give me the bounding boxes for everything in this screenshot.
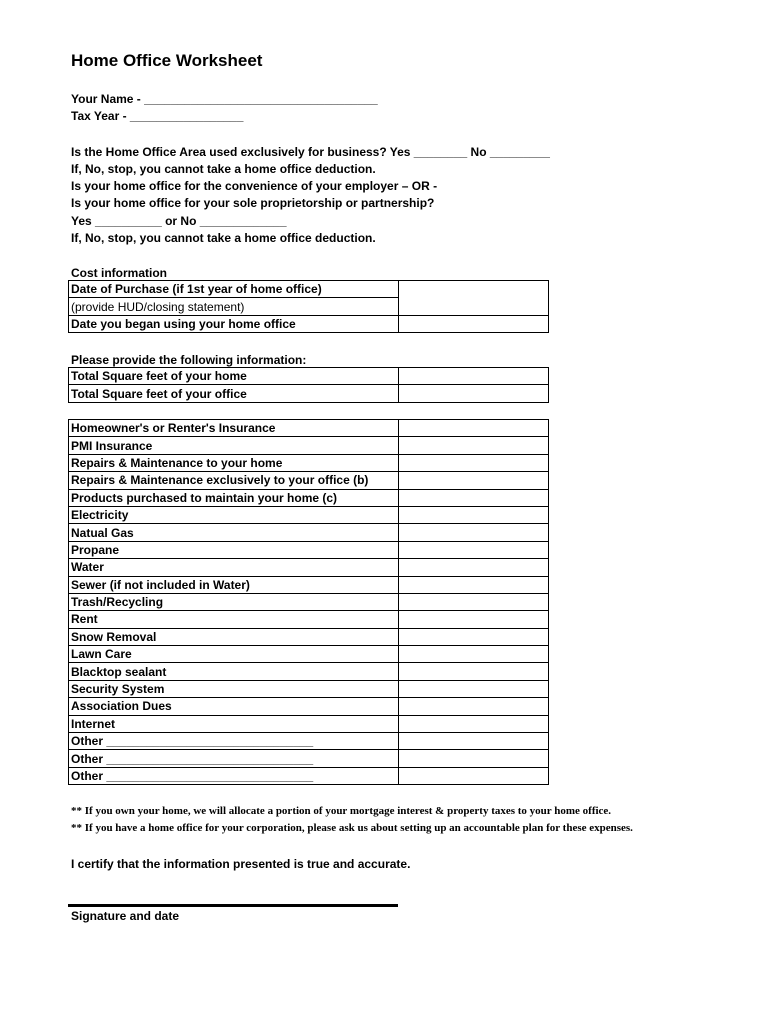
- your-name-line: Your Name - ___________________________________: [71, 92, 378, 106]
- question-exclusive-use: Is the Home Office Area used exclusively for business? Yes ________ No _________: [71, 145, 550, 159]
- question-stop-note-2: If, No, stop, you cannot take a home office deduction.: [71, 231, 376, 245]
- square-feet-table: [68, 367, 549, 403]
- table-row: [69, 611, 549, 628]
- table-row: [69, 733, 549, 750]
- expense-label: Security System: [69, 680, 399, 697]
- expense-amount-field[interactable]: [399, 524, 549, 541]
- expense-amount-field[interactable]: [399, 506, 549, 523]
- expense-amount-field[interactable]: [399, 437, 549, 454]
- expense-amount-field[interactable]: [399, 489, 549, 506]
- expense-label: Products purchased to maintain your home (c): [69, 489, 399, 506]
- expense-amount-field[interactable]: [399, 472, 549, 489]
- table-row: [69, 576, 549, 593]
- table-row: [69, 524, 549, 541]
- expense-amount-field[interactable]: [399, 593, 549, 610]
- expense-amount-field[interactable]: [399, 559, 549, 576]
- cost-information-table: [68, 280, 549, 333]
- question-employer-convenience: Is your home office for the convenience of your employer – OR -: [71, 179, 438, 193]
- table-row: [69, 680, 549, 697]
- table-row: [69, 559, 549, 576]
- date-of-purchase-label: Date of Purchase (if 1st year of home office): [69, 281, 399, 298]
- expense-label: Trash/Recycling: [69, 593, 399, 610]
- cost-information-heading: Cost information: [71, 266, 167, 280]
- question-sole-proprietorship: Is your home office for your sole proprietorship or partnership?: [71, 196, 435, 210]
- expense-label: Propane: [69, 541, 399, 558]
- expenses-table: [68, 419, 549, 785]
- expense-label: Other _______________________________: [69, 767, 399, 784]
- expense-label: Homeowner's or Renter's Insurance: [69, 420, 399, 437]
- expense-amount-field[interactable]: [399, 750, 549, 767]
- date-began-using-field[interactable]: [399, 315, 549, 332]
- table-row: [69, 628, 549, 645]
- expense-label: Lawn Care: [69, 646, 399, 663]
- question-stop-note-1: If, No, stop, you cannot take a home office deduction.: [71, 162, 376, 176]
- table-row: [69, 454, 549, 471]
- hud-statement-note: (provide HUD/closing statement): [69, 298, 399, 315]
- expense-label: Internet: [69, 715, 399, 732]
- expense-label: Electricity: [69, 506, 399, 523]
- table-row: [69, 663, 549, 680]
- expense-amount-field[interactable]: [399, 698, 549, 715]
- expense-amount-field[interactable]: [399, 646, 549, 663]
- expense-label: Association Dues: [69, 698, 399, 715]
- signature-label: Signature and date: [71, 909, 180, 923]
- expense-amount-field[interactable]: [399, 420, 549, 437]
- expense-amount-field[interactable]: [399, 576, 549, 593]
- certification-statement: I certify that the information presented is true and accurate.: [71, 857, 411, 871]
- table-row: [69, 315, 549, 332]
- expense-label: Repairs & Maintenance to your home: [69, 454, 399, 471]
- expense-label: Sewer (if not included in Water): [69, 576, 399, 593]
- expense-label: Other _______________________________: [69, 733, 399, 750]
- expense-label: PMI Insurance: [69, 437, 399, 454]
- table-row: [69, 541, 549, 558]
- table-row: [69, 489, 549, 506]
- table-row: [69, 593, 549, 610]
- table-row: [69, 368, 549, 385]
- expense-amount-field[interactable]: [399, 541, 549, 558]
- expense-label: Other _______________________________: [69, 750, 399, 767]
- date-began-using-label: Date you began using your home office: [69, 315, 399, 332]
- accountable-plan-note: ** If you have a home office for your corporation, please ask us about setting up an accountable plan for these expenses.: [71, 822, 633, 834]
- table-row: [69, 281, 549, 298]
- table-row: [69, 437, 549, 454]
- table-row: [69, 646, 549, 663]
- info-section-heading: Please provide the following information:: [71, 353, 307, 367]
- expense-label: Water: [69, 559, 399, 576]
- table-row: [69, 750, 549, 767]
- expense-amount-field[interactable]: [399, 454, 549, 471]
- table-row: [69, 767, 549, 784]
- expense-label: Blacktop sealant: [69, 663, 399, 680]
- date-of-purchase-field[interactable]: [399, 281, 549, 316]
- signature-line[interactable]: [68, 904, 398, 907]
- expense-amount-field[interactable]: [399, 767, 549, 784]
- table-row: [69, 385, 549, 402]
- mortgage-allocation-note: ** If you own your home, we will allocate a portion of your mortgage interest & property taxes to your home office.: [71, 805, 612, 817]
- tax-year-line: Tax Year - _________________: [71, 109, 244, 123]
- expense-amount-field[interactable]: [399, 680, 549, 697]
- expense-amount-field[interactable]: [399, 628, 549, 645]
- table-row: [69, 506, 549, 523]
- table-row: [69, 715, 549, 732]
- expense-amount-field[interactable]: [399, 611, 549, 628]
- table-row: [69, 472, 549, 489]
- home-square-feet-label: Total Square feet of your home: [69, 368, 399, 385]
- page-title: Home Office Worksheet: [71, 51, 263, 70]
- office-square-feet-field[interactable]: [399, 385, 549, 402]
- expense-amount-field[interactable]: [399, 733, 549, 750]
- home-square-feet-field[interactable]: [399, 368, 549, 385]
- expense-amount-field[interactable]: [399, 663, 549, 680]
- table-row: [69, 698, 549, 715]
- expense-label: Snow Removal: [69, 628, 399, 645]
- expense-label: Repairs & Maintenance exclusively to your office (b): [69, 472, 399, 489]
- expense-amount-field[interactable]: [399, 715, 549, 732]
- expense-label: Natual Gas: [69, 524, 399, 541]
- office-square-feet-label: Total Square feet of your office: [69, 385, 399, 402]
- table-row: [69, 420, 549, 437]
- expense-label: Rent: [69, 611, 399, 628]
- question-yes-no-line: Yes __________ or No _____________: [71, 214, 287, 228]
